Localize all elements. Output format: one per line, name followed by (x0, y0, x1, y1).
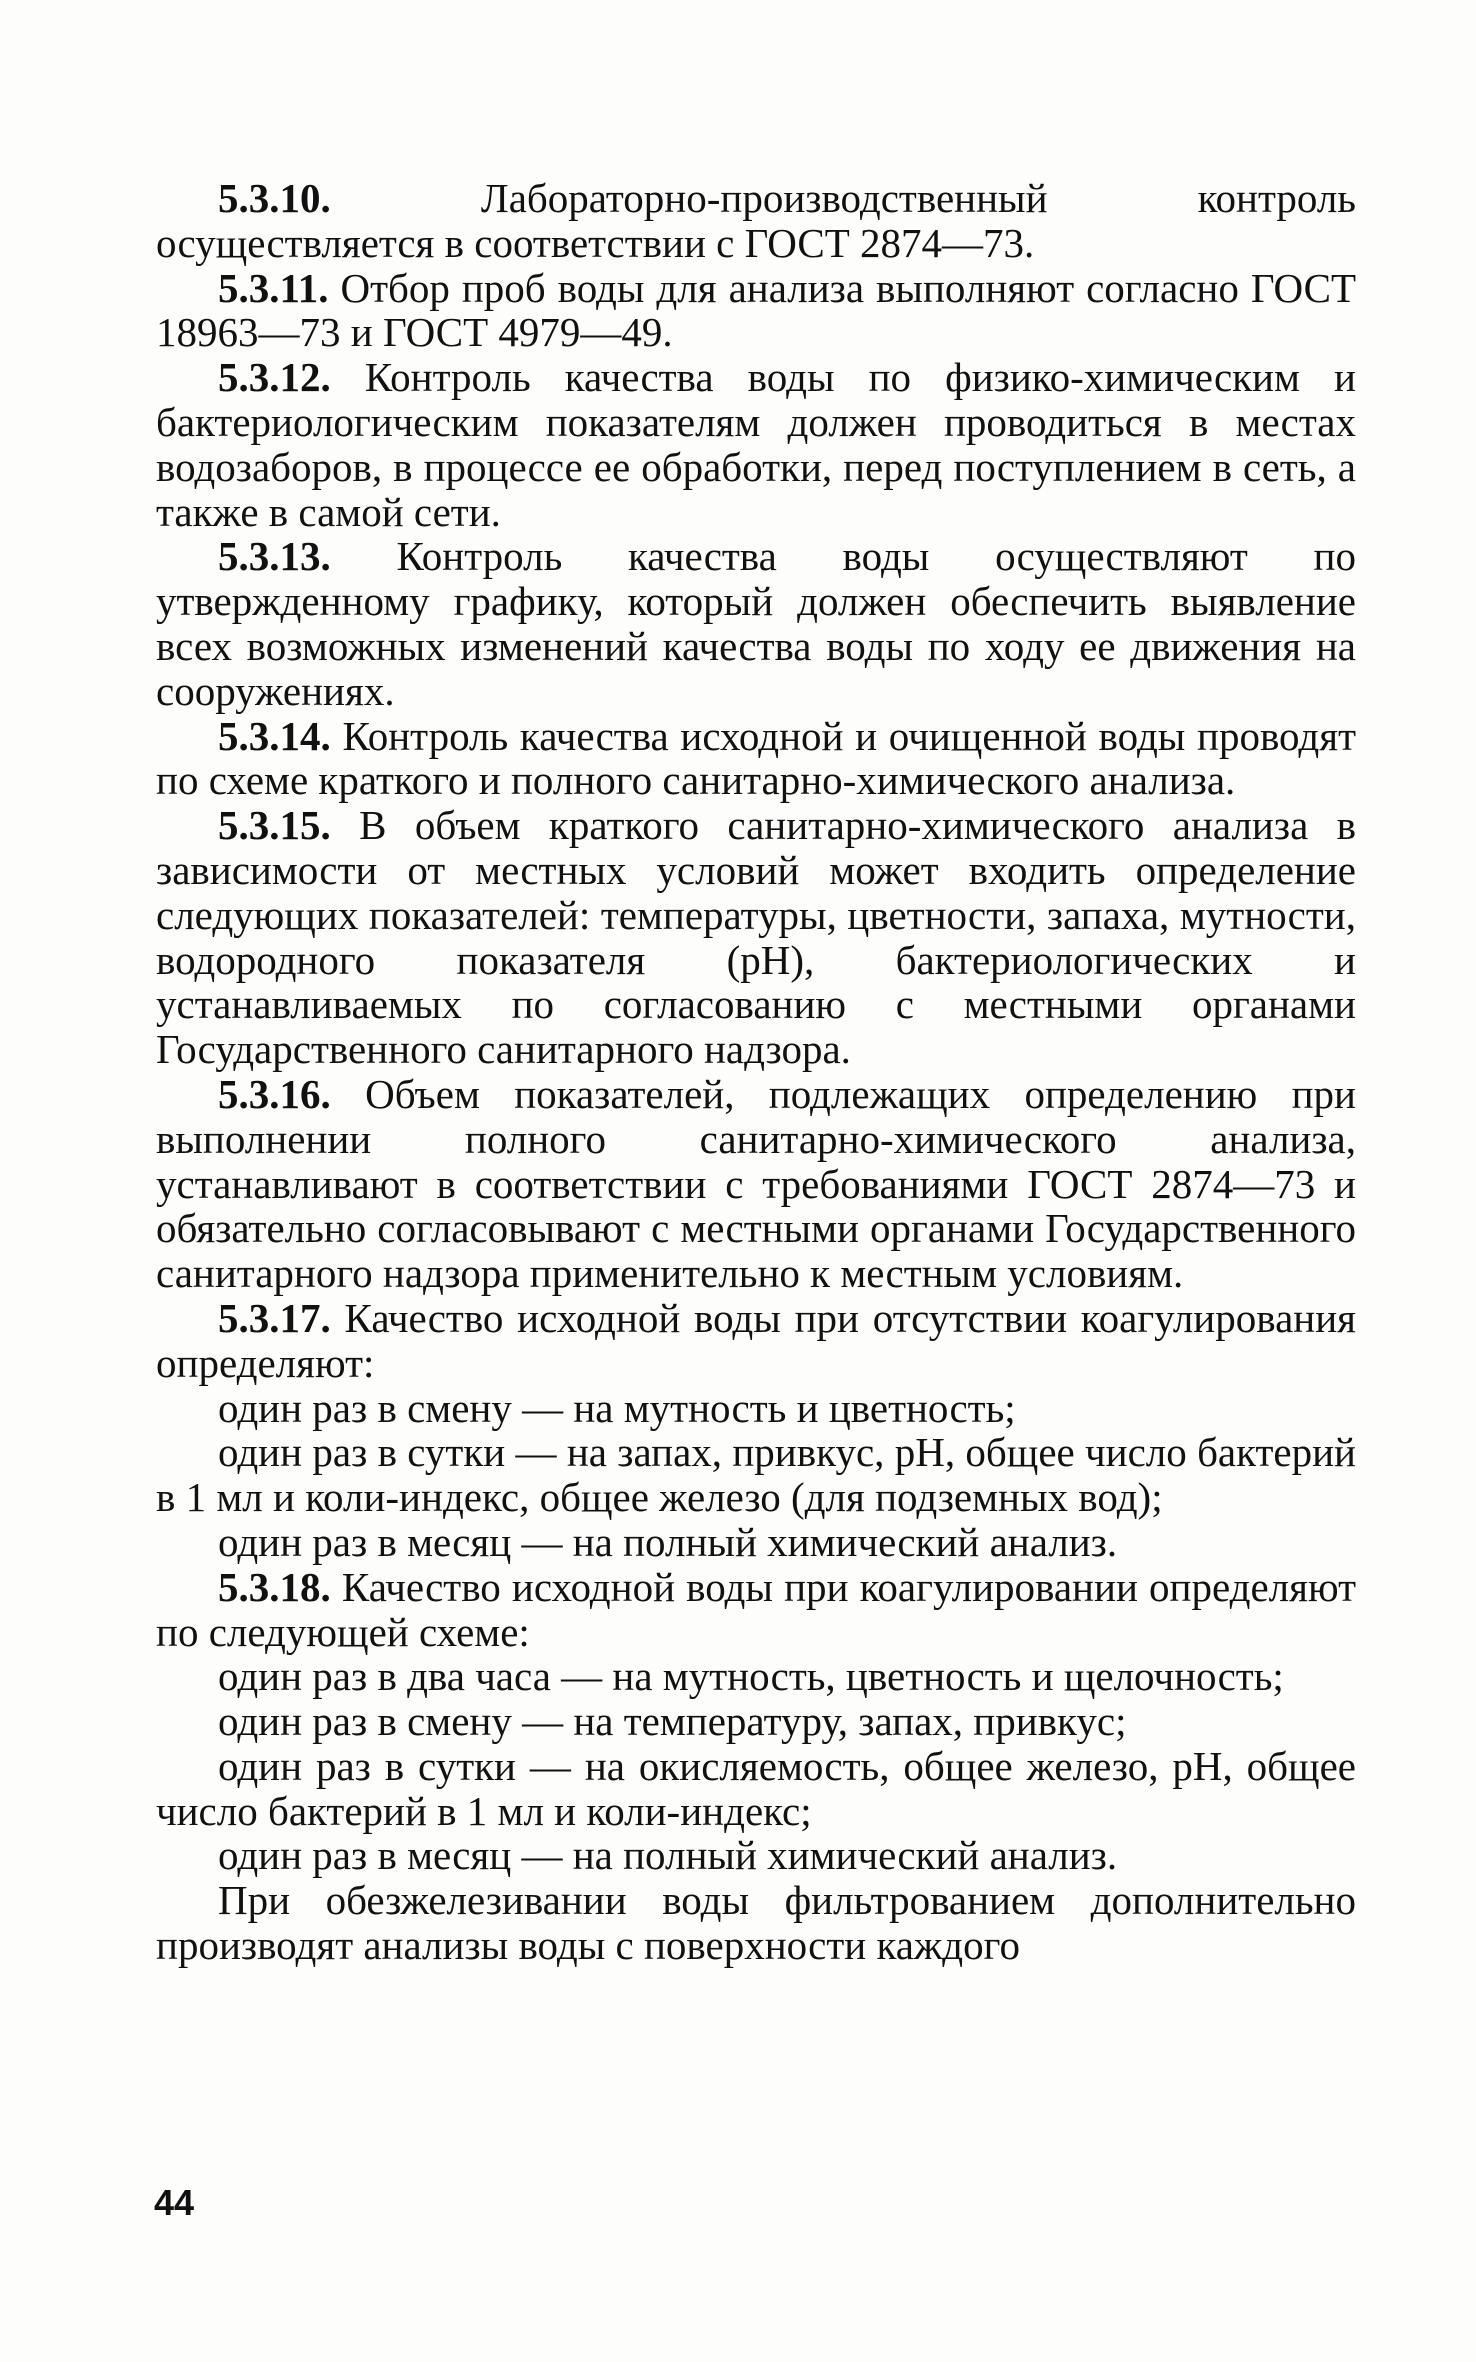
clause-number: 5.3.18. (218, 1563, 331, 1610)
paragraph-text: Отбор проб воды для анализа выполняют согласно ГОСТ 18963—73 и ГОСТ 4979—49. (156, 264, 1356, 356)
paragraph-5-3-14 (156, 714, 1356, 804)
paragraph-5-3-18 (156, 1565, 1356, 1655)
paragraph-text: Контроль качества воды по физико-химическим и бактериологическим показателям должен проводиться в местах водозаборов, в процессе ее обработки, перед поступлением в сеть, а также в самой сети. (156, 354, 1356, 535)
list-item (156, 1744, 1356, 1834)
list-item-text: один раз в сутки — на запах, привкус, pH, общее число бактерий в 1 мл и коли-индекс, общее железо (для подземных вод); (156, 1429, 1356, 1521)
body-text (156, 176, 1356, 1968)
clause-number: 5.3.14. (218, 712, 331, 759)
clause-number: 5.3.13. (218, 533, 331, 580)
list-item-text: один раз в два часа — на мутность, цветность и щелочность; (218, 1653, 1284, 1700)
list-item-text: один раз в месяц — на полный химический анализ. (218, 1518, 1118, 1565)
paragraph-5-3-10 (156, 176, 1356, 266)
list-item (156, 1520, 1356, 1565)
paragraph-5-3-16 (156, 1072, 1356, 1296)
list-item (156, 1430, 1356, 1520)
list-item-text: один раз в смену — на мутность и цветность; (218, 1384, 1016, 1431)
paragraph-5-3-12 (156, 355, 1356, 534)
list-item (156, 1654, 1356, 1699)
clause-number: 5.3.11. (218, 264, 329, 311)
paragraph-text: Контроль качества исходной и очищенной воды проводят по схеме краткого и полного санитарно-химического анализа. (156, 712, 1357, 804)
list-item-text: один раз в смену — на температуру, запах, привкус; (218, 1698, 1127, 1745)
list-item-text: один раз в месяц — на полный химический анализ. (218, 1832, 1118, 1879)
paragraph-text: Качество исходной воды при отсутствии коагулирования определяют: (156, 1294, 1357, 1386)
paragraph-text: Качество исходной воды при коагулировании определяют по следующей схеме: (156, 1563, 1356, 1655)
paragraph-text: Лабораторно-производственный контроль осуществляется в соответствии с ГОСТ 2874—73. (156, 175, 1356, 266)
list-item-text: один раз в сутки — на окисляемость, общее железо, pH, общее число бактерий в 1 мл и коли-индекс; (156, 1742, 1356, 1834)
paragraph-text: В объем краткого санитарно-химического анализа в зависимости от местных условий может входить определение следующих показателей: температуры, цветности, запаха, мутности, водородного показателя (pH), бактериологических и устанавливаемых по согласованию с местными органами Государственного санитарного надзора. (156, 802, 1357, 1073)
clause-number: 5.3.17. (218, 1294, 331, 1341)
paragraph-5-3-13 (156, 534, 1356, 713)
paragraph-5-3-15 (156, 803, 1356, 1072)
clause-number: 5.3.15. (218, 802, 331, 849)
list-item (156, 1699, 1356, 1744)
list-item (156, 1833, 1356, 1878)
list-item (156, 1386, 1356, 1431)
paragraph-text: Контроль качества воды осуществляют по утвержденному графику, который должен обеспечить выявление всех возможных изменений качества воды по ходу ее движения на сооружениях. (156, 533, 1356, 714)
closing-paragraph (156, 1878, 1356, 1968)
paragraph-text: Объем показателей, подлежащих определению при выполнении полного санитарно-химического анализа, устанавливают в соответствии с требованиями ГОСТ 2874—73 и обязательно согласовывают с местными органами Государственного санитарного надзора применительно к местным условиям. (156, 1070, 1356, 1297)
paragraph-5-3-11 (156, 266, 1356, 356)
clause-number: 5.3.10. (218, 175, 331, 221)
clause-number: 5.3.16. (218, 1070, 331, 1117)
paragraph-text: При обезжелезивании воды фильтрованием дополнительно производят анализы воды с поверхности каждого (156, 1877, 1356, 1969)
clause-number: 5.3.12. (218, 354, 331, 401)
page-number: 44 (154, 2182, 195, 2223)
paragraph-5-3-17 (156, 1296, 1356, 1386)
